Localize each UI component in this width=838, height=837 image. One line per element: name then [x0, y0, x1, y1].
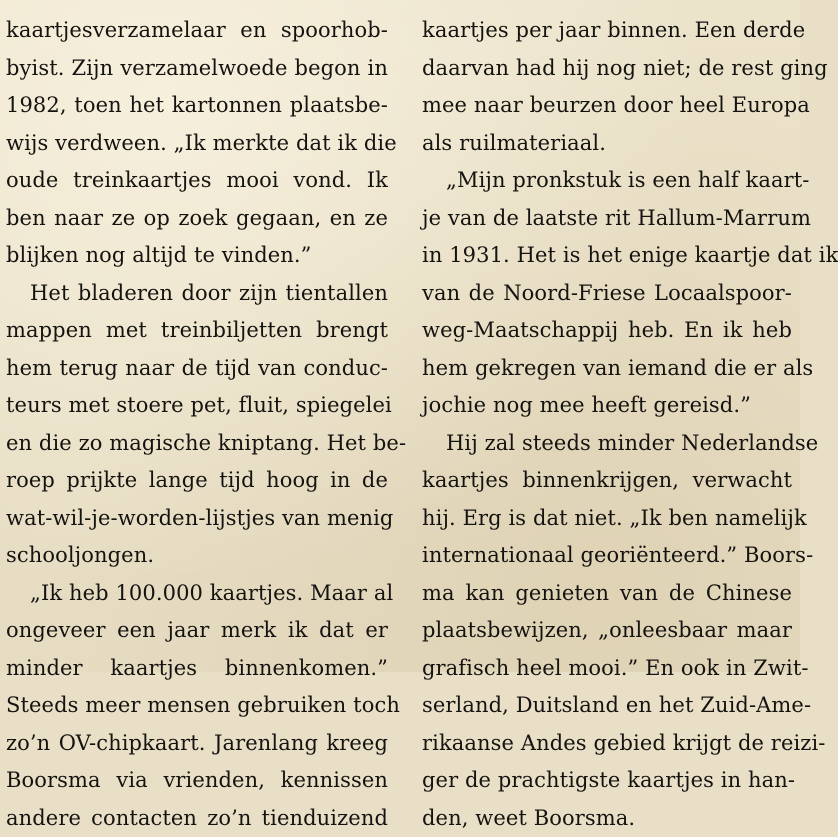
article-text-line: weg-Maatschappij heb. En ik heb	[422, 312, 792, 350]
article-text-line: Het bladeren door zijn tientallen	[6, 275, 388, 313]
article-text-line: serland, Duitsland en het Zuid-Ame-	[422, 687, 792, 725]
article-text-line: andere contacten zo’n tienduizend	[6, 800, 388, 837]
article-column-right	[422, 12, 792, 837]
article-text-line: je van de laatste rit Hallum-Marrum	[422, 200, 792, 238]
article-text-line: in 1931. Het is het enige kaartje dat ik	[422, 237, 792, 275]
article-text-line: als ruilmateriaal.	[422, 125, 792, 163]
article-text-line: mee naar beurzen door heel Europa	[422, 87, 792, 125]
article-text-line: schooljongen.	[6, 537, 388, 575]
article-text-line: wijs verdween. „Ik merkte dat ik die	[6, 125, 388, 163]
article-text-line: kaartjes per jaar binnen. Een derde	[422, 12, 792, 50]
article-text-line: „Mijn pronkstuk is een half kaart-	[422, 162, 792, 200]
article-text-line: plaatsbewijzen, „onleesbaar maar	[422, 612, 792, 650]
article-text-line: blijken nog altijd te vinden.”	[6, 237, 388, 275]
article-text-line: rikaanse Andes gebied krijgt de reizi-	[422, 725, 792, 763]
article-text-line: ma kan genieten van de Chinese	[422, 575, 792, 613]
article-text-line: ongeveer een jaar merk ik dat er	[6, 612, 388, 650]
article-text-line: 1982, toen het kartonnen plaatsbe-	[6, 87, 388, 125]
article-text-line: ger de prachtigste kaartjes in han-	[422, 762, 792, 800]
article-text-line: hem gekregen van iemand die er als	[422, 350, 792, 388]
article-text-line: hij. Erg is dat niet. „Ik ben namelijk	[422, 500, 792, 538]
article-text-line: den, weet Boorsma.	[422, 800, 792, 837]
article-text-line: zo’n OV-chipkaart. Jarenlang kreeg	[6, 725, 388, 763]
article-text-line: ben naar ze op zoek gegaan, en ze	[6, 200, 388, 238]
article-text-line: van de Noord-Friese Locaalspoor-	[422, 275, 792, 313]
article-text-line: jochie nog mee heeft gereisd.”	[422, 387, 792, 425]
article-text-line: hem terug naar de tijd van conduc-	[6, 350, 388, 388]
article-text-line: minder kaartjes binnenkomen.”	[6, 650, 388, 688]
article-text-line: teurs met stoere pet, fluit, spiegelei	[6, 387, 388, 425]
article-text-line: wat-wil-je-worden-lijstjes van menig	[6, 500, 388, 538]
article-text-line: internationaal georiënteerd.” Boors-	[422, 537, 792, 575]
article-text-line: byist. Zijn verzamelwoede begon in	[6, 50, 388, 88]
article-text-line: oude treinkaartjes mooi vond. Ik	[6, 162, 388, 200]
article-column-left	[6, 12, 388, 837]
article-text-line: „Ik heb 100.000 kaartjes. Maar al	[6, 575, 388, 613]
article-text-line: grafisch heel mooi.” En ook in Zwit-	[422, 650, 792, 688]
article-text-line: mappen met treinbiljetten brengt	[6, 312, 388, 350]
article-text-line: kaartjes binnenkrijgen, verwacht	[422, 462, 792, 500]
article-text-line: en die zo magische kniptang. Het be-	[6, 425, 388, 463]
article-text-line: Steeds meer mensen gebruiken toch	[6, 687, 388, 725]
article-text-line: daarvan had hij nog niet; de rest ging	[422, 50, 792, 88]
article-text-line: kaartjesverzamelaar en spoorhob-	[6, 12, 388, 50]
article-text-line: Boorsma via vrienden, kennissen	[6, 762, 388, 800]
article-text-line: Hij zal steeds minder Nederlandse	[422, 425, 792, 463]
article-text-line: roep prijkte lange tijd hoog in de	[6, 462, 388, 500]
